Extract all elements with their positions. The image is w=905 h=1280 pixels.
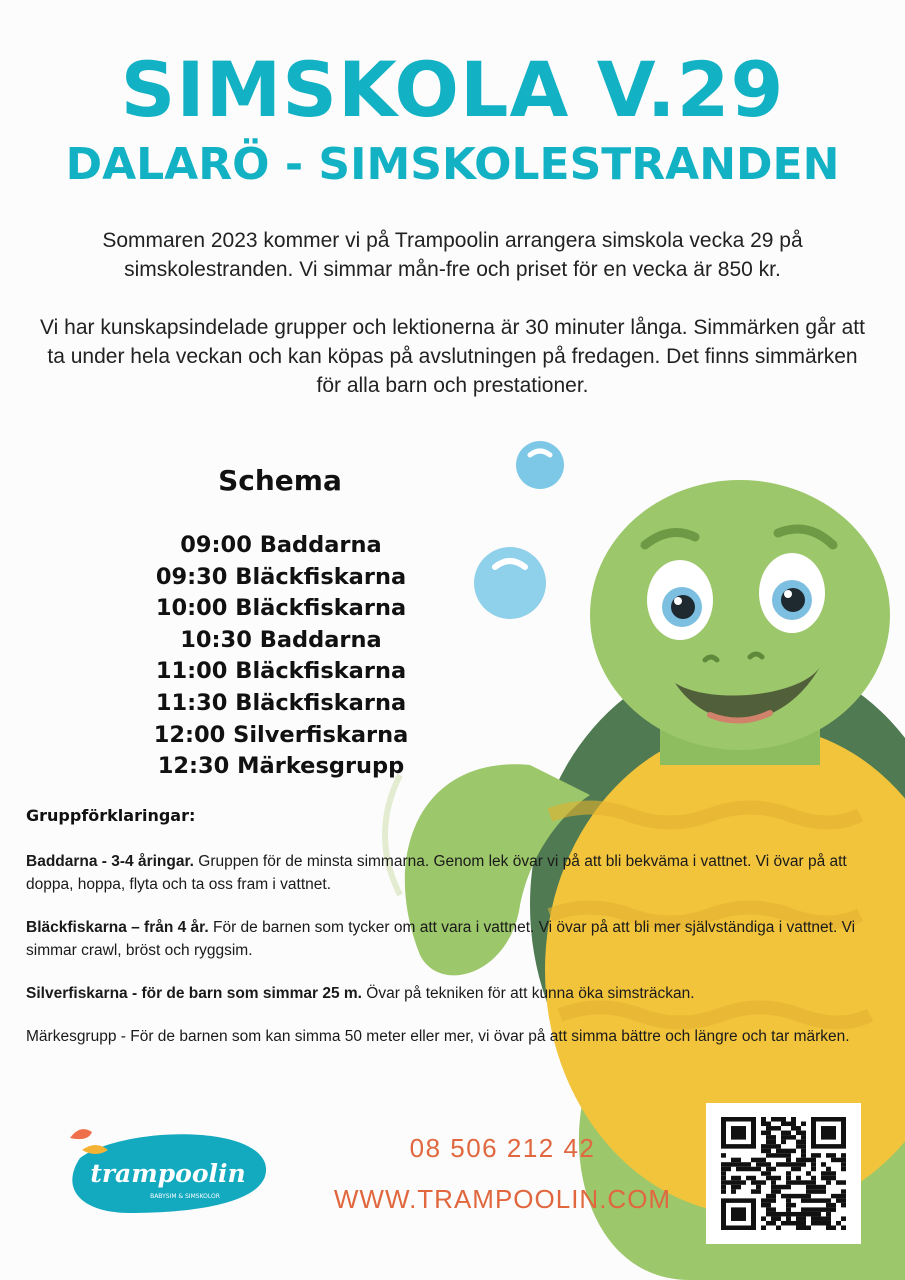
group-text: Gruppen för de minsta simmarna. Genom lek övar vi på att bli bekväma i vattnet. Vi övar på att doppa, hoppa, flyta och ta oss fram i vattnet. (26, 853, 847, 893)
groups-list (26, 850, 884, 1068)
schedule-item: 09:30 Bläckfiskarna (155, 563, 407, 590)
schedule-item: 10:00 Bläckfiskarna (155, 595, 407, 622)
schedule-item: 10:30 Baddarna (180, 626, 382, 653)
group-name: Silverfiskarna - för de barn som simmar 25 m. (26, 985, 362, 1002)
group-description (26, 916, 884, 962)
trampoolin-logo (60, 1118, 280, 1218)
logo-tagline: BABYSIM & SIMSKOLOR (150, 1193, 220, 1200)
schedule-item: 12:00 Silverfiskarna (153, 721, 409, 748)
group-name: Bläckfiskarna – från 4 år. (26, 919, 209, 936)
schedule-title: Schema (218, 464, 342, 497)
phone-number[interactable]: 08 506 212 42 (409, 1133, 596, 1163)
schedule-item: 12:30 Märkesgrupp (157, 753, 405, 780)
bubble-icon (474, 547, 546, 619)
group-name: Märkesgrupp (26, 1028, 117, 1045)
intro-paragraph: Sommaren 2023 kommer vi på Trampoolin arrangera simskola vecka 29 på simskolestranden. Vi simmar mån-fre och priset för en vecka är 850 kr. (102, 229, 803, 281)
schedule-item: 11:30 Bläckfiskarna (155, 689, 407, 716)
schedule-item: 09:00 Baddarna (180, 532, 382, 558)
group-text: För de barnen som tycker om att vara i vattnet. Vi övar på att bli mer självständiga i vattnet. Vi simmar crawl, bröst och ryggsim. (26, 919, 856, 959)
group-description (26, 982, 884, 1005)
group-description (26, 850, 884, 896)
logo-name: trampoolin (90, 1159, 246, 1188)
group-text: Övar på tekniken för att kunna öka simsträckan. (361, 985, 695, 1002)
group-name: Baddarna - 3-4 åringar. (26, 853, 194, 870)
intro-paragraph: Vi har kunskapsindelade grupper och lektionerna är 30 minuter långa. Simmärken går att ta under hela veckan och kan köpas på avslutningen på fredagen. Det finns simmärken för alla barn och prestationer. (40, 316, 865, 397)
website-link[interactable]: WWW.TRAMPOOLIN.COM (333, 1184, 672, 1214)
group-description (26, 1025, 884, 1048)
page-subtitle: DALARÖ - SIMSKOLESTRANDEN (65, 139, 840, 190)
bubble-icon (516, 441, 564, 489)
schedule-list (120, 530, 442, 783)
qr-code[interactable] (721, 1117, 846, 1230)
schedule-item: 11:00 Bläckfiskarna (155, 658, 407, 685)
qr-code-box (706, 1103, 861, 1244)
groups-title: Gruppförklaringar: (26, 806, 196, 825)
group-text: - För de barnen som kan simma 50 meter eller mer, vi övar på att simma bättre och längre och tar märken. (116, 1028, 850, 1045)
page-title: SIMSKOLA V.29 (120, 45, 785, 134)
intro-text (40, 226, 865, 429)
